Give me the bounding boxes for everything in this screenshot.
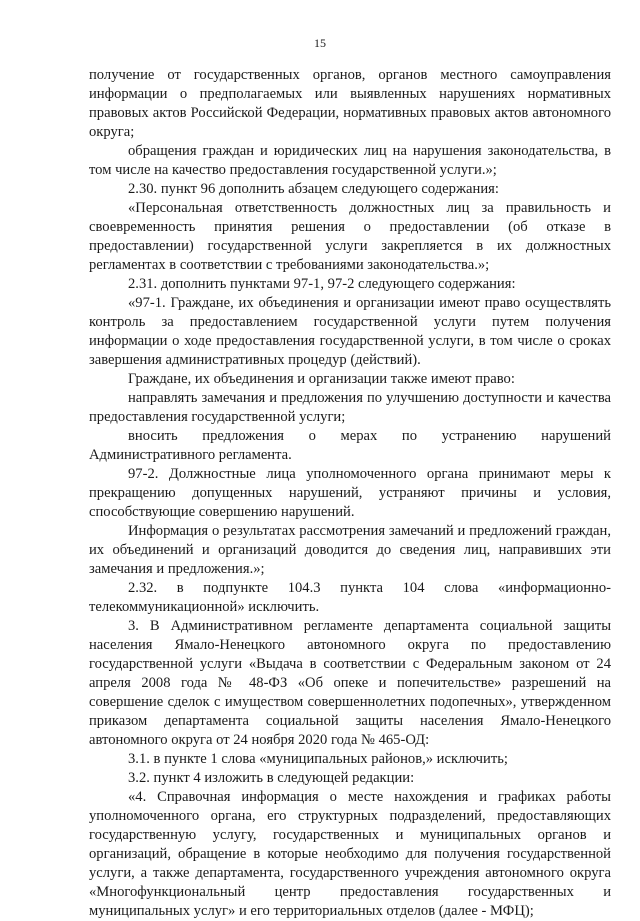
paragraph-item-97-1: «97-1. Граждане, их объединения и организации имеют право осуществлять контроль за предоставлением государственной услуги путем получения информации о ходе предоставления государственной услуги, в том числе о сроках завершения административных процедур (действий).	[89, 295, 611, 368]
paragraph-item-3-2: 3.2. пункт 4 изложить в следующей редакции:	[128, 770, 415, 786]
paragraph: «Персональная ответственность должностных лиц за правильность и своевременность принятия решения о предоставлении (об отказе в предоставлении) государственной услуги закрепляется в их должностных регламентах в соответствии с требованиями законодательства.»;	[89, 200, 611, 273]
document-body	[89, 66, 611, 921]
paragraph-item-2-31: 2.31. дополнить пунктами 97-1, 97-2 следующего содержания:	[128, 276, 516, 292]
paragraph-item-3: 3. В Административном регламенте департамента социальной защиты населения Ямало-Ненецкого автономного округа по предоставлению государственной услуги «Выдача в соответствии с Федеральным законом от 24 апреля 2008 года № 48-ФЗ «Об опеке и попечительстве» разрешений на совершение сделок с имуществом совершеннолетних подопечных», утвержденном приказом департамента социальной защиты населения Ямало-Ненецкого автономного округа от 24 ноября 2020 года № 465-ОД:	[89, 618, 611, 748]
paragraph: направлять замечания и предложения по улучшению доступности и качества предоставления государственной услуги;	[89, 390, 611, 425]
paragraph-item-2-32: 2.32. в подпункте 104.3 пункта 104 слова «информационно-телекоммуникационной» исключить.	[89, 580, 611, 615]
page-number: 15	[314, 36, 326, 50]
paragraph-item-3-1: 3.1. в пункте 1 слова «муниципальных районов,» исключить;	[128, 751, 508, 767]
paragraph-continuation: получение от государственных органов, органов местного самоуправления информации о предполагаемых или выявленных нарушениях нормативных правовых актов Российской Федерации, нормативных правовых актов автономного округа;	[89, 67, 611, 140]
paragraph-item-4: «4. Справочная информация о месте нахождения и графиках работы уполномоченного органа, его структурных подразделений, предоставляющих государственную услугу, государственных и муниципальных органов и организаций, обращение в которые необходимо для получения государственной услуги, а также департамента, государственного учреждения автономного округа «Многофункциональный центр предоставления государственных и муниципальных услуг» и его территориальных отделов (далее - МФЦ);	[89, 789, 611, 919]
paragraph: Граждане, их объединения и организации также имеют право:	[128, 371, 515, 387]
paragraph: Информация о результатах рассмотрения замечаний и предложений граждан, их объединений и организаций доводится до сведения лиц, направивших эти замечания и предложения.»;	[89, 523, 611, 577]
paragraph-item-97-2: 97-2. Должностные лица уполномоченного органа принимают меры к прекращению допущенных нарушений, устраняют причины и условия, способствующие совершению нарушений.	[89, 466, 611, 520]
paragraph: вносить предложения о мерах по устранению нарушений Административного регламента.	[89, 428, 611, 463]
paragraph-item-2-30: 2.30. пункт 96 дополнить абзацем следующего содержания:	[128, 181, 499, 197]
paragraph: обращения граждан и юридических лиц на нарушения законодательства, в том числе на качество предоставления государственной услуги.»;	[89, 143, 611, 178]
